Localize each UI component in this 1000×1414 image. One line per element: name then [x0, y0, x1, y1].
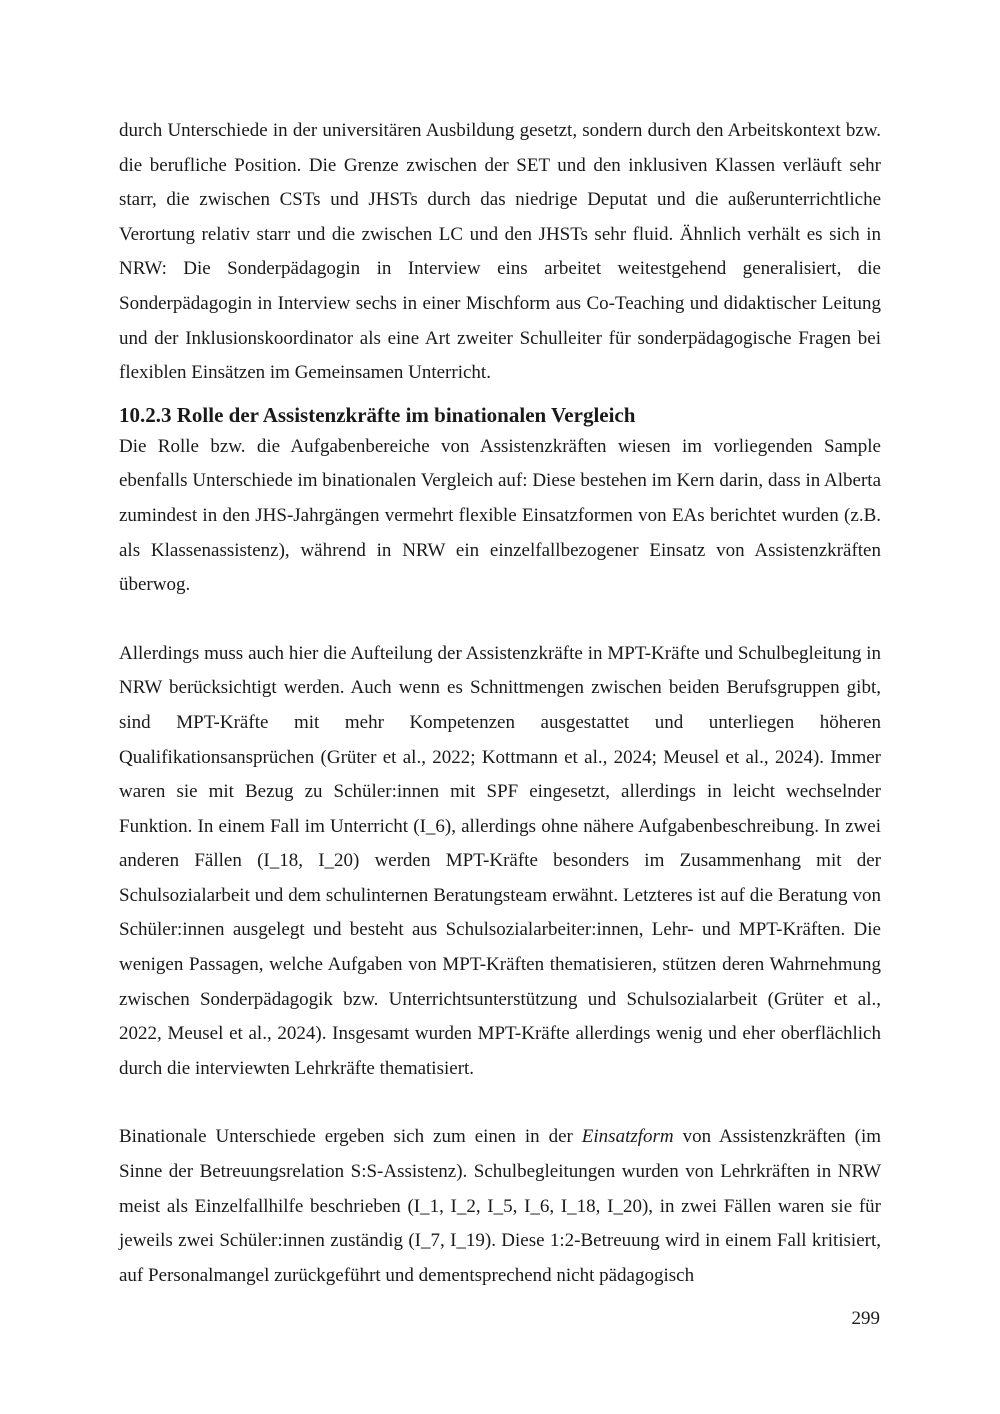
- paragraph-text-before: Binationale Unterschiede ergeben sich zum einen in der: [119, 1126, 582, 1148]
- section-heading: 10.2.3 Rolle der Assistenzkräfte im binationalen Vergleich: [119, 402, 636, 427]
- page-number: 299: [851, 1308, 880, 1329]
- page-content: [119, 114, 881, 1293]
- paragraph-deployment-form: [119, 1120, 881, 1293]
- paragraph-assistants-role: Die Rolle bzw. die Aufgabenbereiche von Assistenzkräften wiesen im vorliegenden Sample ebenfalls Unterschiede im binationalen Vergleich auf: Diese bestehen im Kern darin, dass in Alberta zumindest in den JHS-Jahrgängen vermehrt flexible Einsatzformen von EAs berichtet wurden (z.B. als Klassenassistenz), während in NRW ein einzelfallbezogener Einsatz von Assistenzkräften überwog.: [119, 435, 881, 596]
- paragraph-text-after: von Assistenzkräften (im Sinne der Betreuungsrelation S:S-Assistenz). Schulbegleitungen wurden von Lehrkräften in NRW meist als Einzelfallhilfe beschrieben (I_1, I_2, I_5, I_6, I_18, I_20), in zwei Fällen waren sie für jeweils zwei Schüler:innen zuständig (I_7, I_19). Diese 1:2-Betreuung wird in einem Fall kritisiert, auf Personalmangel zurückgeführt und dementsprechend nicht pädagogisch: [119, 1126, 881, 1286]
- paragraph-continued: durch Unterschiede in der universitären Ausbildung gesetzt, sondern durch den Arbeitskontext bzw. die berufliche Position. Die Grenze zwischen der SET und den inklusiven Klassen verläuft sehr starr, die zwischen CSTs und JHSTs durch das niedrige Deputat und die außerunterrichtliche Verortung relativ starr und die zwischen LC und den JHSTs sehr fluid. Ähnlich verhält es sich in NRW: Die Sonderpädagogin in Interview eins arbeitet weitestgehend generalisiert, die Sonderpädagogin in Interview sechs in einer Mischform aus Co-Teaching und didaktischer Leitung und der Inklusionskoordinator als eine Art zweiter Schulleiter für sonderpädagogische Fragen bei flexiblen Einsätzen im Gemeinsamen Unterricht.: [119, 120, 881, 384]
- paragraph-mpt-staff: Allerdings muss auch hier die Aufteilung der Assistenzkräfte in MPT-Kräfte und Schulbegleitung in NRW berücksichtigt werden. Auch wenn es Schnittmengen zwischen beiden Berufsgruppen gibt, sind MPT-Kräfte mit mehr Kompetenzen ausgestattet und unterliegen höheren Qualifikationsansprüchen (Grüter et al., 2022; Kottmann et al., 2024; Meusel et al., 2024). Immer waren sie mit Bezug zu Schüler:innen mit SPF eingesetzt, allerdings in leicht wechselnder Funktion. In einem Fall im Unterricht (I_6), allerdings ohne nähere Aufgabenbeschreibung. In zwei anderen Fällen (I_18, I_20) werden MPT-Kräfte besonders im Zusammenhang mit der Schulsozialarbeit und dem schulinternen Beratungsteam erwähnt. Letzteres ist auf die Beratung von Schüler:innen ausgelegt und besteht aus Schulsozialarbeiter:innen, Lehr- und MPT-Kräften. Die wenigen Passagen, welche Aufgaben von MPT-Kräften thematisieren, stützen deren Wahrnehmung zwischen Sonderpädagogik bzw. Unterrichtsunterstützung und Schulsozialarbeit (Grüter et al., 2022, Meusel et al., 2024). Insgesamt wurden MPT-Kräfte allerdings wenig und eher oberflächlich durch die interviewten Lehrkräfte thematisiert.: [119, 642, 881, 1079]
- emphasis-term: Einsatzform: [581, 1126, 674, 1148]
